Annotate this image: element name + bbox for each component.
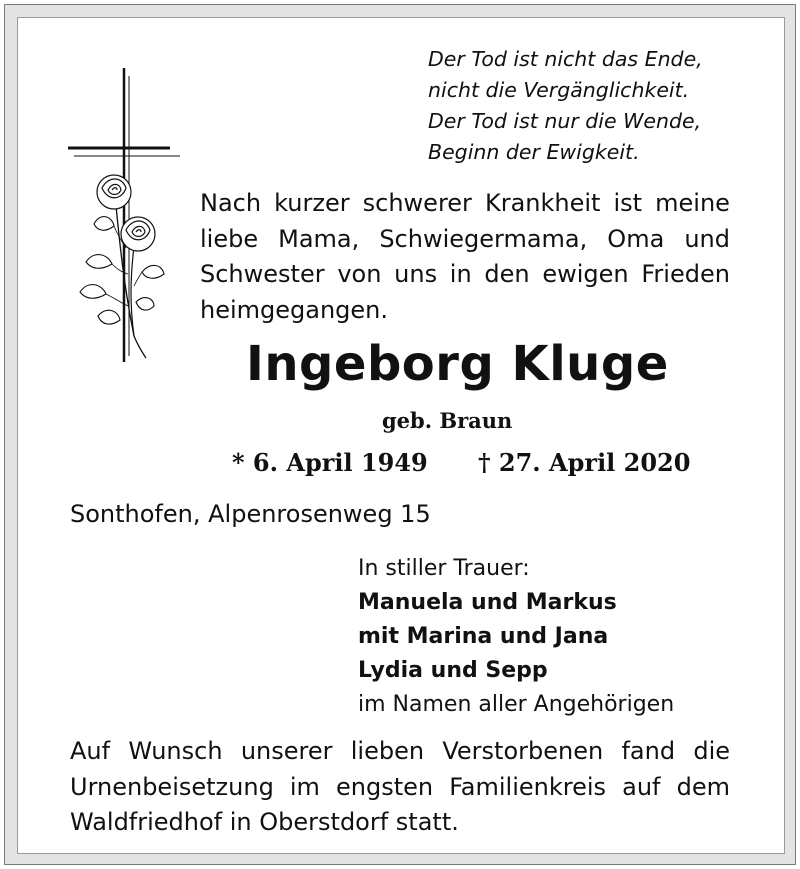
closing-line: Waldfriedhof in Oberstdorf statt. (70, 808, 459, 836)
word: Oma (607, 224, 665, 253)
closing-line (70, 770, 730, 806)
poem-line: Beginn der Ewigkeit. (428, 140, 640, 164)
word: Nach (200, 189, 262, 217)
word: Krankheit (484, 189, 601, 217)
mourners-heading: In stiller Trauer: (358, 556, 530, 581)
mourners-block (358, 552, 674, 722)
maiden-name: geb. Braun (382, 408, 513, 433)
closing-text (70, 734, 730, 841)
deceased-name: Ingeborg Kluge (246, 336, 669, 392)
word: uns (394, 260, 438, 288)
word: Wunsch (128, 737, 223, 765)
word: Verstorbenen (442, 737, 604, 765)
word: Familienkreis (449, 772, 607, 801)
word: Auf (70, 737, 111, 765)
mourner-name: Manuela und Markus (358, 590, 617, 615)
announcement-line (200, 222, 730, 258)
word: dem (676, 772, 730, 801)
word: engsten (336, 772, 434, 801)
closing-line (70, 734, 730, 770)
mourners-footer: im Namen aller Angehörigen (358, 692, 675, 717)
cross-with-roses-icon (64, 66, 184, 366)
word: meine (655, 189, 730, 217)
poem (428, 44, 703, 168)
word: fand (621, 737, 676, 765)
announcement-text (200, 186, 730, 328)
word: unserer (240, 737, 333, 765)
word: in (449, 260, 472, 288)
word: den (484, 260, 530, 288)
word: im (289, 772, 320, 801)
word: Schwester (200, 260, 325, 288)
death-date: † 27. April 2020 (478, 448, 691, 477)
word: lieben (350, 737, 425, 765)
word: Mama, (278, 224, 360, 253)
word: Urnenbeisetzung (70, 772, 274, 801)
word: und (684, 224, 730, 253)
word: auf (622, 772, 661, 801)
mourner-name: mit Marina und Jana (358, 624, 609, 649)
mourner-name: Lydia und Sepp (358, 658, 548, 683)
announcement-line (200, 186, 730, 222)
word: liebe (200, 224, 259, 253)
word: Schwiegermama, (379, 224, 588, 253)
poem-line: nicht die Vergänglichkeit. (428, 78, 690, 102)
word: kurzer (274, 189, 350, 217)
address: Sonthofen, Alpenrosenweg 15 (70, 500, 431, 528)
birth-date: * 6. April 1949 (232, 448, 428, 477)
word: ewigen (542, 260, 629, 288)
announcement-line (200, 257, 730, 293)
word: Frieden (641, 260, 730, 288)
word: die (693, 737, 730, 765)
word: von (337, 260, 382, 288)
announcement-line: heimgegangen. (200, 295, 389, 324)
poem-line: Der Tod ist nicht das Ende, (428, 47, 703, 71)
poem-line: Der Tod ist nur die Wende, (428, 109, 702, 133)
word: schwerer (362, 189, 472, 217)
word: ist (613, 189, 643, 217)
